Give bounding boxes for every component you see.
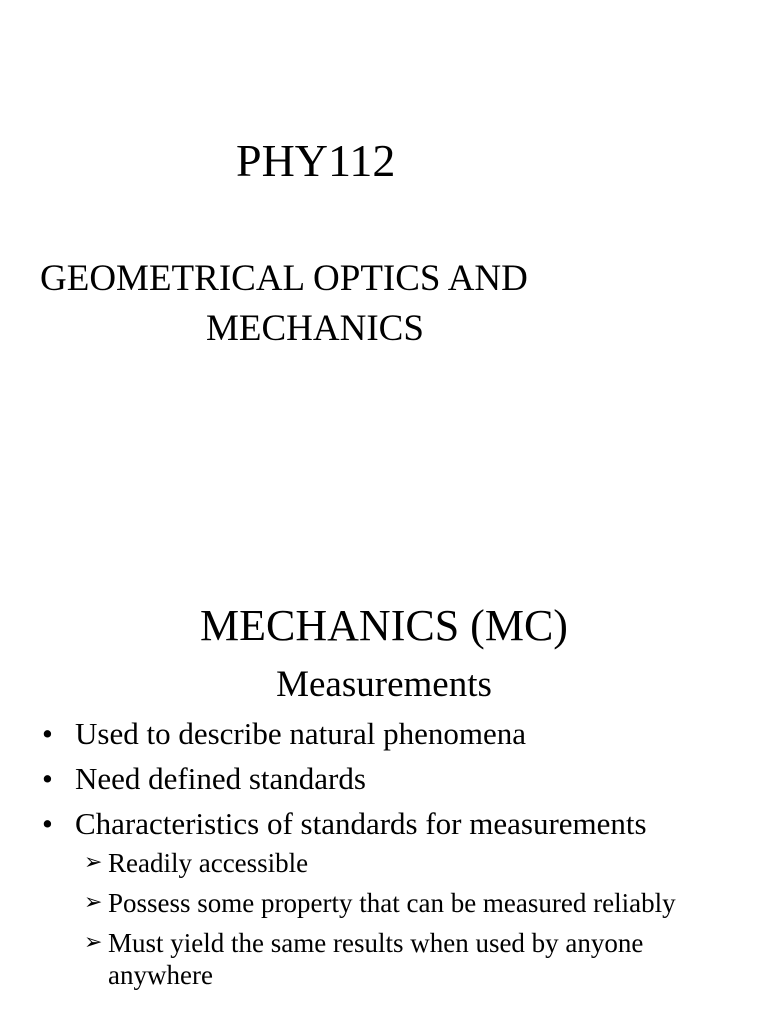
course-title xyxy=(40,254,640,354)
sub-bullet-text: Must yield the same results when used by anyone anywhere xyxy=(108,928,644,990)
sub-bullet-text: Readily accessible xyxy=(108,848,309,878)
content-slide xyxy=(0,580,768,1024)
sub-bullet-list xyxy=(84,847,724,999)
bullet-list xyxy=(40,715,760,850)
bullet-text: Used to describe natural phenomena xyxy=(75,716,527,751)
bullet-text: Characteristics of standards for measurements xyxy=(75,806,647,841)
arrowhead-bullet-icon: ➢ xyxy=(84,930,103,955)
arrowhead-bullet-icon: ➢ xyxy=(84,890,103,915)
section-subtitle: Measurements xyxy=(276,664,492,705)
course-title-line-2: MECHANICS xyxy=(206,308,424,349)
bullet-dot-icon: • xyxy=(42,761,53,796)
bullet-text: Need defined standards xyxy=(75,761,366,796)
bullet-item xyxy=(40,715,760,752)
bullet-item xyxy=(40,760,760,797)
sub-bullet-item xyxy=(84,927,724,991)
sub-bullet-text: Possess some property that can be measured reliably xyxy=(108,888,676,918)
sub-bullet-item xyxy=(84,887,724,919)
course-code: PHY112 xyxy=(236,135,396,186)
bullet-dot-icon: • xyxy=(42,806,53,841)
course-title-line-1: GEOMETRICAL OPTICS AND xyxy=(40,258,528,299)
section-title: MECHANICS (MC) xyxy=(200,601,568,650)
sub-bullet-item xyxy=(84,847,724,879)
arrowhead-bullet-icon: ➢ xyxy=(84,850,103,875)
bullet-item xyxy=(40,805,760,842)
bullet-dot-icon: • xyxy=(42,716,53,751)
